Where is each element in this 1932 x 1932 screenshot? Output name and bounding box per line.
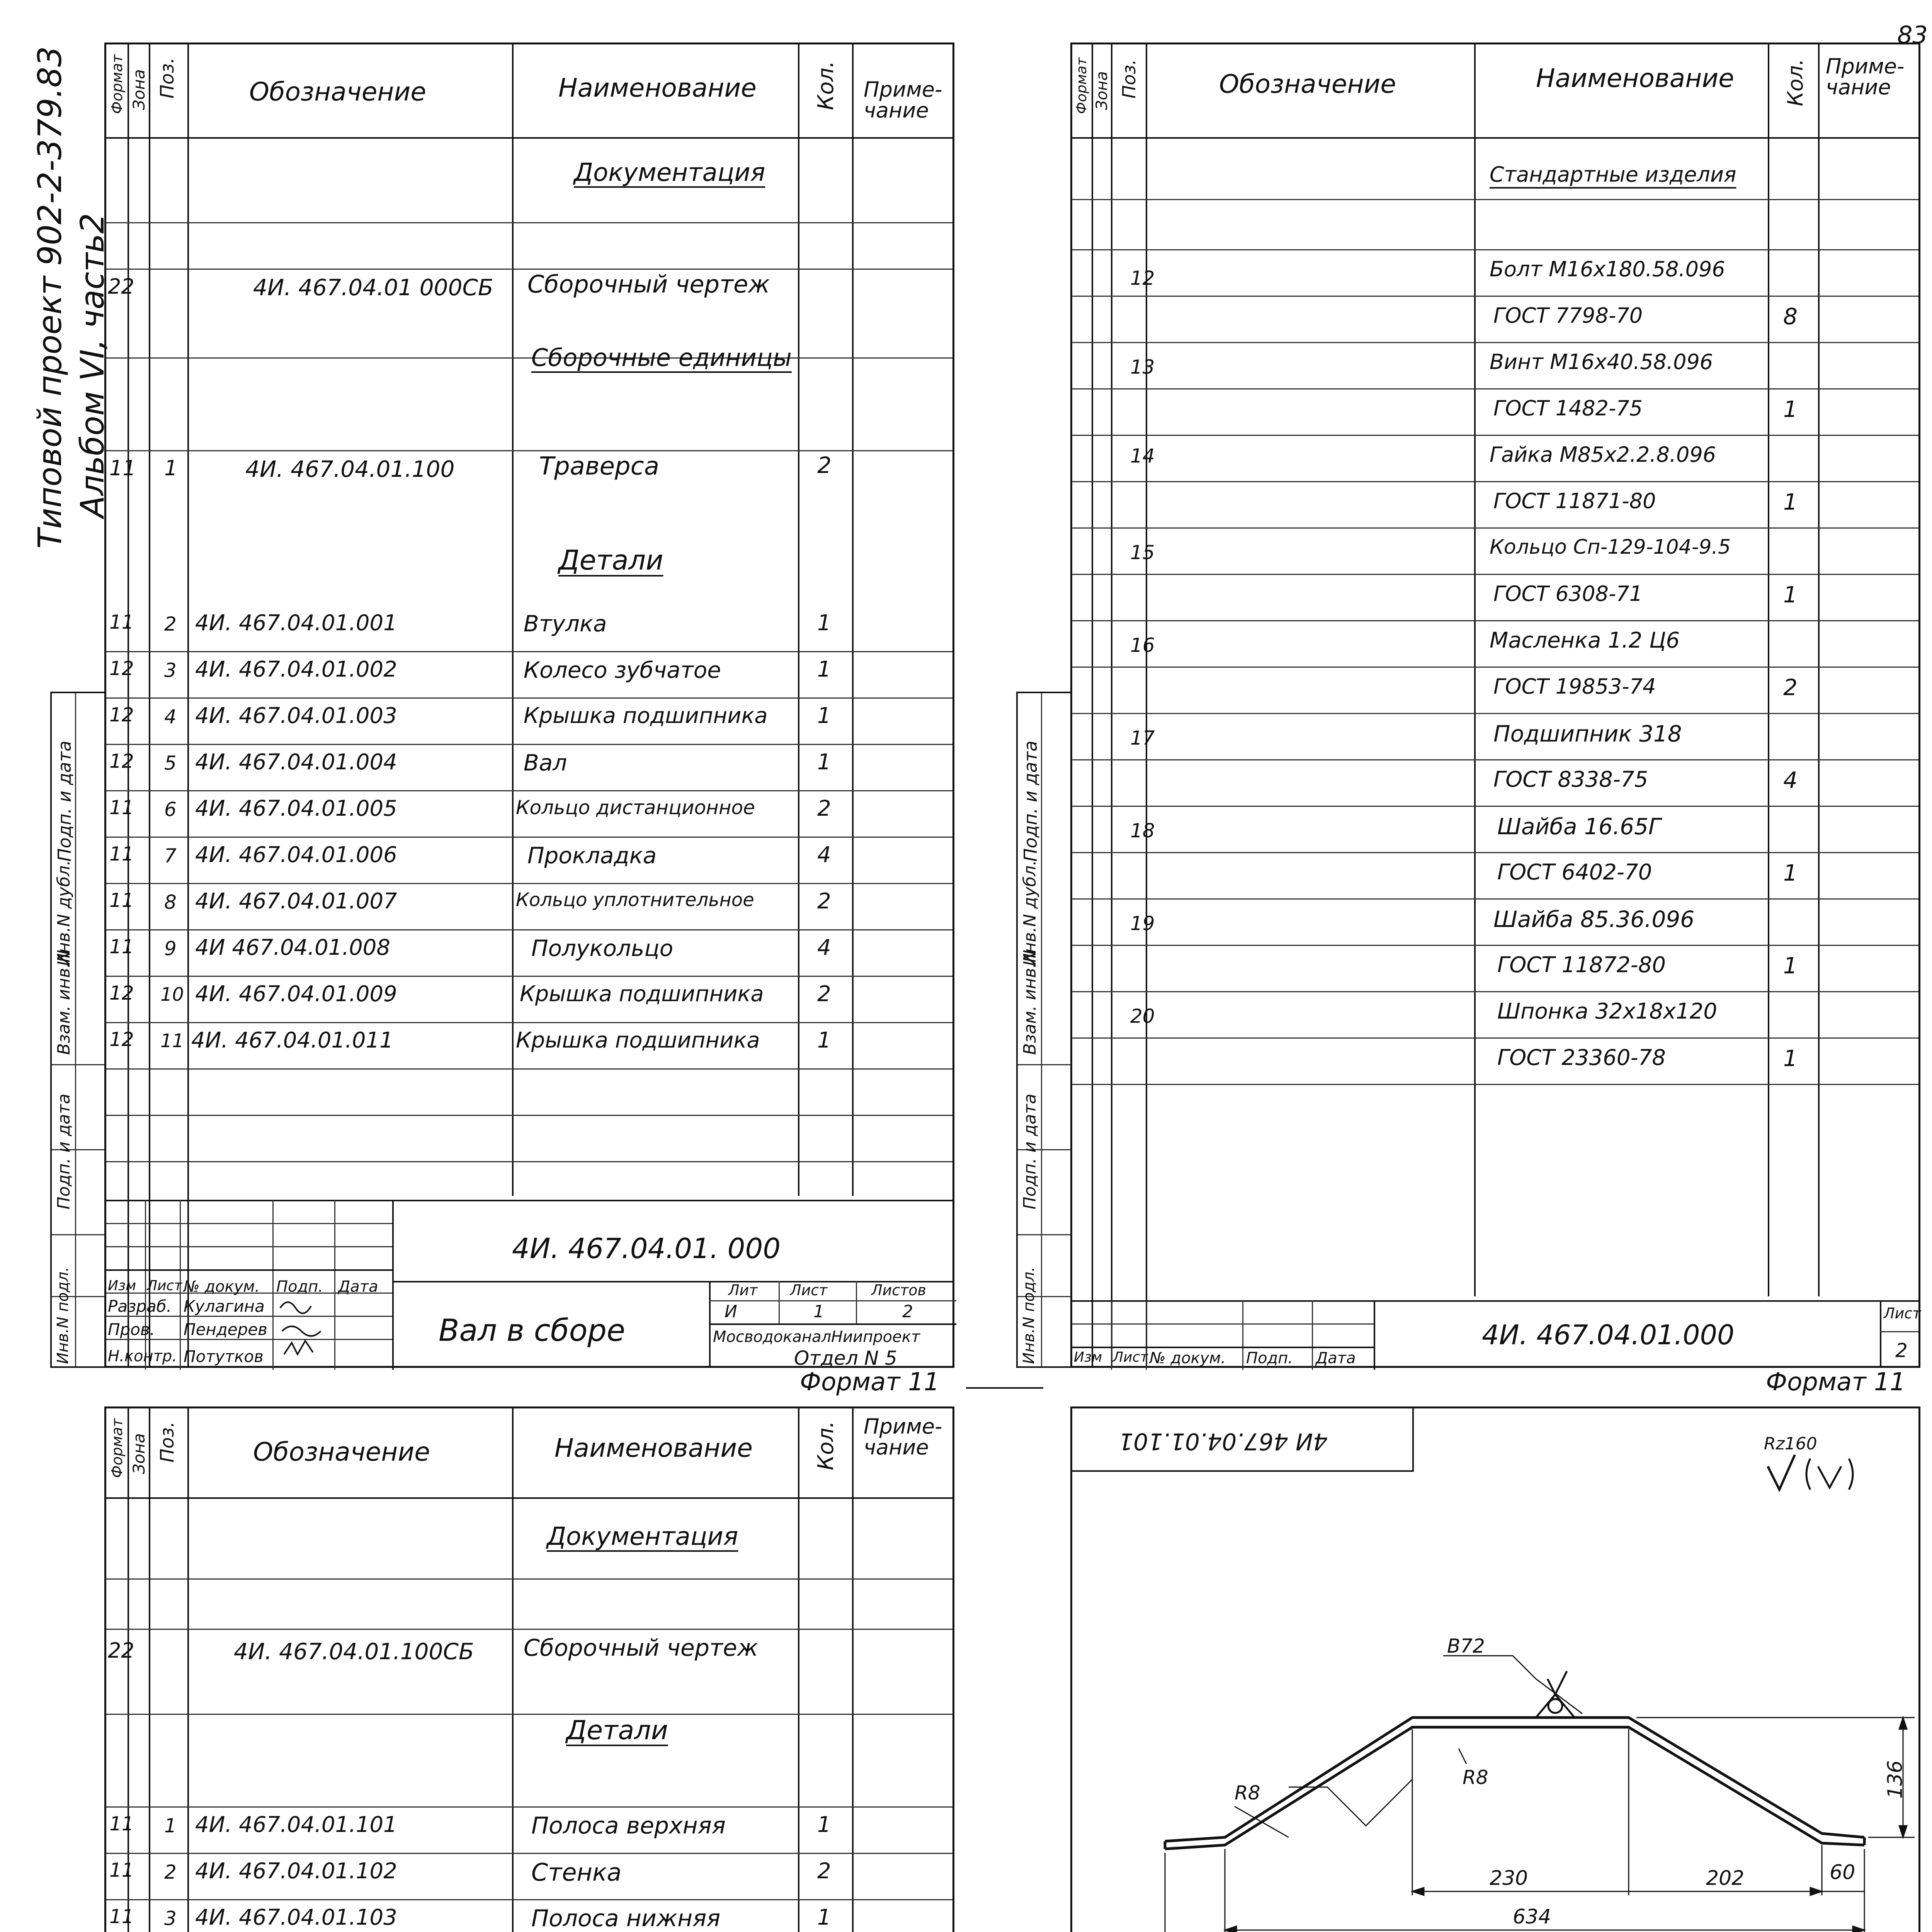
sheet-3 <box>104 1406 954 1932</box>
section-documentation: Документация <box>547 1522 738 1551</box>
dim-height: 136 <box>1884 1760 1907 1799</box>
row-fmt: 11 <box>109 935 134 958</box>
stamp-list-label: Лист <box>1884 1305 1921 1322</box>
stamp-list: 2 <box>1895 1339 1908 1362</box>
signature-image <box>276 1293 334 1366</box>
row-name: ГОСТ 8338-75 <box>1493 767 1648 792</box>
row-pos: 15 <box>1130 541 1155 564</box>
dim-230: 230 <box>1490 1867 1528 1890</box>
stamp-lists: 2 <box>902 1302 913 1321</box>
row-fmt: 11 <box>109 1905 134 1928</box>
section-assembly-units: Сборочные единицы <box>531 344 792 372</box>
header-note: Приме-чание <box>864 1414 942 1459</box>
row-name: Стенка <box>531 1858 622 1886</box>
row-qty: 1 <box>1783 860 1798 886</box>
row-name: Втулка <box>524 611 607 637</box>
row-qty: 2 <box>817 889 831 914</box>
page-divider <box>966 1387 1043 1389</box>
row-pos: 6 <box>164 798 177 821</box>
stamp-role: Н.контр. <box>108 1347 177 1365</box>
side-label: Инв.N дубл. <box>54 860 74 966</box>
section-documentation: Документация <box>574 158 765 187</box>
side-label: Подп. и дата <box>54 740 75 862</box>
row-name: Масленка 1.2 Ц6 <box>1490 628 1680 653</box>
row-fmt: 22 <box>108 1638 134 1663</box>
row-designation: 4И. 467.04.01.005 <box>195 796 397 821</box>
row-name: Вал <box>524 750 567 776</box>
header-note: Приме-чание <box>1826 54 1905 99</box>
row-pos: 2 <box>164 1861 177 1883</box>
row-name: Сборочный чертеж <box>524 1634 758 1662</box>
row-fmt: 11 <box>109 796 134 819</box>
row-qty: 4 <box>817 842 831 867</box>
stamp-col-sign: Подп. <box>276 1278 323 1296</box>
roughness-general: Rz160 <box>1764 1434 1817 1454</box>
row-designation: 4И. 467.04.01.101 <box>195 1812 397 1837</box>
row-name: Крышка подшипника <box>524 703 768 728</box>
side-label: Подп. и дата <box>1020 740 1041 862</box>
row-name: ГОСТ 11872-80 <box>1497 952 1666 978</box>
side-label: Инв.N дубл. <box>1020 860 1040 966</box>
row-name: Колесо зубчатое <box>524 657 721 683</box>
row-qty: 1 <box>817 1812 831 1837</box>
row-pos: 14 <box>1130 445 1155 467</box>
row-pos: 10 <box>160 984 184 1005</box>
stamp-col-list: Лист <box>1113 1349 1148 1365</box>
row-name: Шпонка 32х18х120 <box>1497 999 1717 1024</box>
row-designation: 4И. 467.04.01.009 <box>195 981 397 1007</box>
header-pos: Поз. <box>1119 59 1139 99</box>
dim-r-top: R8 <box>1463 1766 1488 1789</box>
header-note: Приме-чание <box>864 77 942 122</box>
row-qty: 1 <box>817 750 831 775</box>
row-qty: 4 <box>1783 767 1798 793</box>
side-label: Инв.N подл. <box>1020 1267 1038 1364</box>
stamp-col-izm: Изм <box>1074 1349 1102 1365</box>
row-fmt: 22 <box>108 274 134 299</box>
stamp-org: МосводоканалНиипроект <box>713 1328 920 1346</box>
sheet-4 <box>1070 1406 1920 1932</box>
row-pos: 8 <box>164 891 177 913</box>
row-name: Прокладка <box>527 842 657 869</box>
row-name: Кольцо Сп-129-104-9.5 <box>1490 536 1731 559</box>
side-label: Подп. и дата <box>1020 1094 1040 1209</box>
row-name: Гайка М85х2.2.8.096 <box>1490 442 1716 467</box>
row-fmt: 11 <box>109 456 136 480</box>
row-pos: 3 <box>164 1907 177 1930</box>
row-pos: 3 <box>164 659 177 682</box>
row-name: Шайба 85.36.096 <box>1493 906 1695 932</box>
row-qty: 2 <box>817 452 832 478</box>
format-label: Формат 11 <box>1766 1368 1906 1396</box>
row-pos: 16 <box>1130 634 1155 656</box>
header-name: Наименование <box>1536 63 1734 93</box>
header-pos: Поз. <box>156 57 178 99</box>
row-fmt: 12 <box>109 704 134 726</box>
format-label: Формат 11 <box>800 1368 940 1396</box>
header-format: Формат <box>109 1418 126 1478</box>
row-name: ГОСТ 19853-74 <box>1493 674 1656 699</box>
row-pos: 5 <box>164 752 177 774</box>
row-designation: 4И. 467.04.01 000СБ <box>253 274 493 301</box>
row-qty: 1 <box>817 1905 831 1930</box>
row-fmt: 12 <box>109 750 134 772</box>
header-designation: Обозначение <box>249 77 426 107</box>
row-fmt: 12 <box>109 657 134 680</box>
row-designation: 4И 467.04.01.008 <box>195 935 391 960</box>
header-designation: Обозначение <box>253 1437 430 1467</box>
row-qty: 1 <box>1783 396 1798 422</box>
stamp-col-list: Лист <box>147 1278 182 1294</box>
row-name: Траверса <box>539 452 660 481</box>
row-name: Шайба 16.65Г <box>1497 813 1661 840</box>
project-note-line2: Альбом VI, часть2 <box>73 213 111 518</box>
row-pos: 13 <box>1130 356 1155 378</box>
dim-r-left: R8 <box>1235 1782 1260 1804</box>
side-label: Подп. и дата <box>54 1094 74 1209</box>
dim-60: 60 <box>1830 1861 1855 1884</box>
row-name: Кольцо уплотнительное <box>516 889 754 911</box>
stamp-dept: Отдел N 5 <box>794 1347 897 1369</box>
header-format: Формат <box>109 54 126 114</box>
row-pos: 9 <box>164 937 177 960</box>
row-name: Болт М16х180.58.096 <box>1490 257 1725 281</box>
row-qty: 8 <box>1783 303 1798 330</box>
dim-634: 634 <box>1513 1905 1551 1929</box>
row-designation: 4И. 467.04.01.001 <box>195 611 397 636</box>
row-designation: 4И. 467.04.01.103 <box>195 1905 397 1930</box>
stamp-lists-label: Листов <box>871 1282 926 1299</box>
row-qty: 1 <box>1783 489 1798 515</box>
row-fmt: 12 <box>109 982 134 1004</box>
row-name: Полоса нижняя <box>531 1905 721 1932</box>
row-name: Крышка подшипника <box>520 981 764 1007</box>
row-qty: 2 <box>817 1859 831 1884</box>
row-designation: 4И. 467.04.01.100СБ <box>234 1638 474 1665</box>
row-name: Полукольцо <box>531 935 673 961</box>
header-zone: Зона <box>129 1433 148 1474</box>
row-qty: 2 <box>1783 674 1798 701</box>
row-pos: 20 <box>1130 1005 1155 1027</box>
row-fmt: 11 <box>109 843 134 865</box>
row-fmt: 11 <box>109 889 134 912</box>
header-pos: Поз. <box>156 1421 178 1463</box>
stamp-person: Кулагина <box>184 1297 265 1316</box>
row-name: Кольцо дистанционное <box>516 796 755 819</box>
row-name: ГОСТ 23360-78 <box>1497 1045 1666 1070</box>
row-designation: 4И. 467.04.01.003 <box>195 703 397 728</box>
stamp-lit-label: Лит <box>728 1282 758 1299</box>
row-pos: 12 <box>1130 267 1155 289</box>
header-zone: Зона <box>1093 71 1111 110</box>
section-details: Детали <box>558 544 663 576</box>
stamp-person: Пендерев <box>184 1320 268 1339</box>
row-fmt: 11 <box>109 1813 134 1835</box>
section-details: Детали <box>566 1715 668 1746</box>
row-designation: 4И. 467.04.01.004 <box>195 750 397 775</box>
header-qty: Кол. <box>813 1421 838 1470</box>
header-qty: Кол. <box>1783 58 1808 106</box>
stamp-code: 4И. 467.04.01.000 <box>1482 1319 1735 1351</box>
row-name: ГОСТ 6308-71 <box>1493 582 1643 606</box>
row-pos: 4 <box>164 706 177 728</box>
row-qty: 1 <box>817 611 831 636</box>
mirrored-code: 4И 467.04.01.101 <box>1119 1428 1328 1455</box>
header-format: Формат <box>1074 57 1090 114</box>
row-name: Крышка подшипника <box>516 1028 760 1053</box>
row-fmt: 11 <box>109 611 134 633</box>
stamp-code: 4И. 467.04.01. 000 <box>512 1232 781 1265</box>
row-designation: 4И. 467.04.01.002 <box>195 657 397 682</box>
row-pos: 2 <box>164 613 177 635</box>
side-label: Взам. инв.N <box>54 950 74 1055</box>
page-number: 83 <box>1897 21 1928 49</box>
row-pos: 18 <box>1130 820 1155 842</box>
row-designation: 4И. 467.04.01.006 <box>195 842 397 867</box>
row-pos: 19 <box>1130 912 1155 935</box>
sheet-2 <box>1070 43 1920 1368</box>
row-name: ГОСТ 11871-80 <box>1493 489 1656 513</box>
stamp-role: Пров. <box>108 1320 155 1339</box>
row-qty: 4 <box>817 935 831 960</box>
row-qty: 1 <box>817 1028 831 1053</box>
row-qty: 1 <box>1783 1045 1798 1071</box>
stamp-title: Вал в сборе <box>439 1313 625 1348</box>
side-label: Инв.N подл. <box>54 1267 72 1364</box>
row-designation: 4И. 467.04.01.011 <box>191 1028 393 1053</box>
row-qty: 2 <box>817 796 831 821</box>
row-fmt: 11 <box>109 1859 134 1881</box>
row-name: Винт М16х40.58.096 <box>1490 350 1713 374</box>
row-qty: 1 <box>1783 582 1798 608</box>
side-label: Взам. инв.N <box>1020 950 1040 1055</box>
header-name: Наименование <box>554 1433 753 1463</box>
stamp-person: Потутков <box>184 1347 264 1366</box>
sheet-1 <box>104 43 954 1368</box>
stamp-col-doc: № докум. <box>184 1278 260 1296</box>
section-standard-items: Стандартные изделия <box>1490 162 1736 187</box>
header-designation: Обозначение <box>1219 69 1396 99</box>
stamp-col-date: Дата <box>1316 1349 1356 1367</box>
row-name: Сборочный чертеж <box>527 270 770 298</box>
row-pos: 17 <box>1130 727 1155 749</box>
row-pos: 11 <box>160 1030 184 1052</box>
row-fmt: 12 <box>109 1028 134 1051</box>
row-qty: 1 <box>817 703 831 728</box>
header-name: Наименование <box>558 73 757 103</box>
row-pos: 1 <box>164 456 178 480</box>
row-designation: 4И. 467.04.01.007 <box>195 889 397 914</box>
stamp-col-izm: Изм <box>108 1278 136 1294</box>
row-name: ГОСТ 7798-70 <box>1493 303 1643 328</box>
stamp-list: 1 <box>813 1302 824 1321</box>
stamp-role: Разраб. <box>108 1297 172 1316</box>
dim-thickness: В72 <box>1447 1635 1485 1657</box>
stamp-lit: И <box>724 1302 737 1321</box>
row-name: ГОСТ 6402-70 <box>1497 860 1652 885</box>
row-qty: 1 <box>817 657 831 682</box>
stamp-list-label: Лист <box>790 1282 828 1299</box>
row-pos: 7 <box>164 845 177 867</box>
dim-202: 202 <box>1706 1867 1745 1890</box>
project-note-line1: Типовой проект 902-2-379.83 <box>31 46 69 549</box>
stamp-col-date: Дата <box>338 1278 378 1296</box>
header-qty: Кол. <box>813 61 838 110</box>
part-drawing <box>1072 1408 1922 1932</box>
stamp-col-sign: Подп. <box>1246 1349 1293 1367</box>
row-pos: 1 <box>164 1815 177 1837</box>
row-name: Полоса верхняя <box>531 1812 726 1839</box>
header-zone: Зона <box>129 69 148 110</box>
row-qty: 1 <box>1783 952 1798 979</box>
row-name: ГОСТ 1482-75 <box>1493 396 1643 420</box>
row-designation: 4И. 467.04.01.100 <box>245 456 455 482</box>
row-qty: 2 <box>817 981 831 1007</box>
stamp-col-doc: № докум. <box>1150 1349 1226 1367</box>
row-name: Подшипник 318 <box>1493 721 1682 747</box>
row-designation: 4И. 467.04.01.102 <box>195 1859 397 1884</box>
